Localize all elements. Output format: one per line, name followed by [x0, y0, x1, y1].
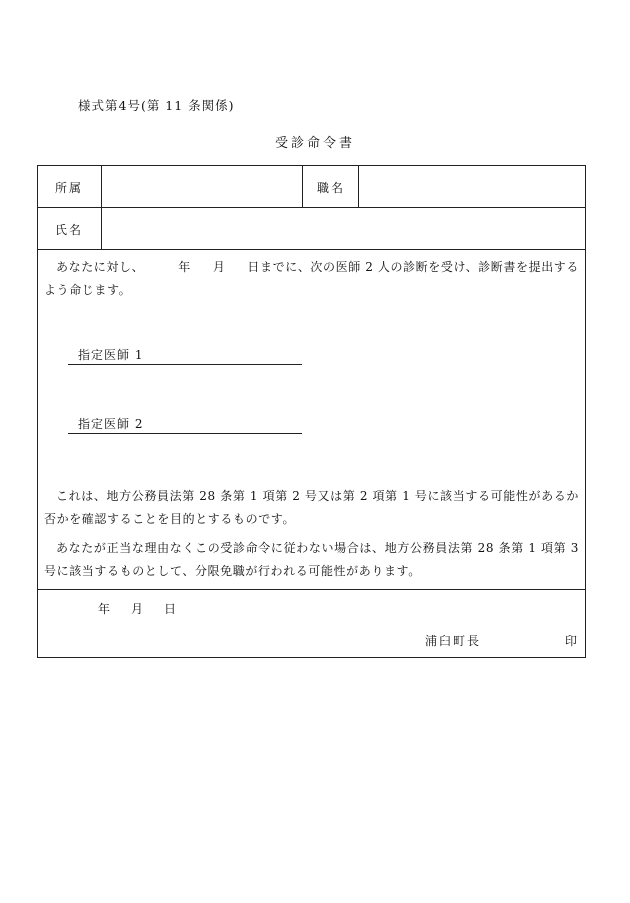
position-field[interactable]: [359, 166, 585, 207]
intro-suffix: 日までに、次の医師 2 人の診断を受け、診断書を提出するよう命じます。: [44, 260, 580, 297]
signature-area: [38, 590, 585, 657]
form-table: [37, 165, 586, 658]
seal-mark: 印: [564, 634, 577, 648]
form-number: 様式第4号(第 11 条関係): [78, 98, 235, 113]
designated-doctor-2[interactable]: 指定医師 2: [68, 416, 302, 434]
order-paragraph: [44, 256, 579, 302]
note-paragraph-1: これは、地方公務員法第 28 条第 1 項第 2 号又は第 2 項第 1 号に該当する可能性があるか否かを確認することを目的とするものです。: [44, 489, 579, 526]
designated-doctor-1[interactable]: 指定医師 1: [68, 347, 302, 365]
date-day: 日: [164, 602, 178, 616]
intro-prefix: あなたに対し、: [56, 260, 145, 274]
affiliation-row: [38, 166, 585, 208]
note-paragraph-2: あなたが正当な理由なくこの受診命令に従わない場合は、地方公務員法第 28 条第 1 項第 3 号に該当するものとして、分限免職が行われる可能性があります。: [44, 541, 579, 578]
name-row: [38, 208, 585, 250]
date-month: 月: [131, 602, 145, 616]
affiliation-label: 所属: [55, 181, 84, 195]
position-label: 職名: [317, 181, 346, 195]
signatory: 浦臼町長: [425, 634, 482, 648]
document-title: 受診命令書: [274, 136, 355, 151]
issue-date[interactable]: [98, 600, 177, 617]
order-body: [38, 250, 585, 590]
name-field[interactable]: [102, 208, 585, 249]
date-year: 年: [98, 602, 112, 616]
intro-month: 月: [212, 260, 226, 274]
affiliation-field[interactable]: [102, 166, 302, 207]
name-label: 氏名: [55, 223, 84, 237]
intro-year: 年: [178, 260, 191, 274]
